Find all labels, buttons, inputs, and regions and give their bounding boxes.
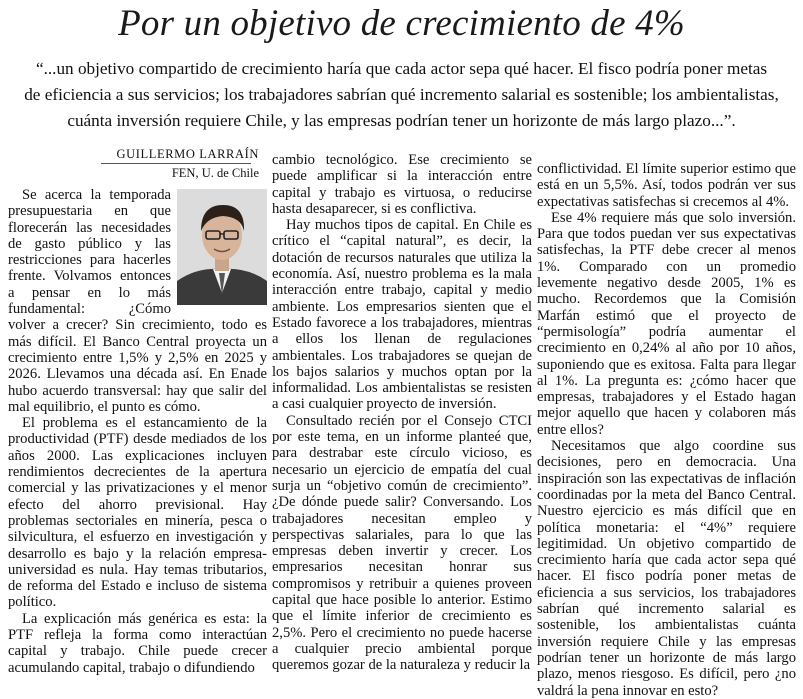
paragraph: conflictividad. El límite superior estimo que está en un 5,5%. Así, todos podrán ver sus expectativas satisfechas si crecemos al 4%.: [537, 161, 796, 210]
headline: Por un objetivo de crecimiento de 4%: [118, 3, 685, 44]
byline: [8, 147, 267, 181]
paragraph: Se acerca la temporada presupuestaria en que florecerán las necesidades de gasto público y las restricciones para hacerles frente. Volvamos entonces a pensar en lo más fundamental: ¿Cómo volver a crecer? Sin crecimiento, todo es más difícil. El Banco Central proyecta un crecimiento entre 1,5% y 2,5% en 2025 y 2026. Llevamos una década así. En Enade hubo acuerdo transversal: hay que salir del mal equilibrio, el punto es cómo.: [8, 187, 267, 415]
paragraph: Necesitamos que algo coordine sus decisiones, pero en democracia. Una inspiración son las expectativas de inflación coordinadas por la meta del Banco Central. Nuestro ejercicio es más difícil que en política monetaria: el “4%” requiere legitimidad. Un objetivo compartido de crecimiento haría que cada actor sepa qué hacer. El fisco podría poner metas de eficiencia a sus servicios, los trabajadores sabrían qué incremento salarial es sostenible, los ambientalistas cuánta inversión requiere Chile y las empresas podrían tener un horizonte de más largo plazo, menos riesgoso. Es difícil, pero ¿no valdrá la pena innovar en esto?: [537, 438, 796, 699]
pull-quote-line: cuánta inversión requiere Chile, y las empresas podrían tener un horizonte de más largo plazo...”.: [67, 111, 736, 130]
article-column-3: [537, 161, 796, 699]
pull-quote-line: “...un objetivo compartido de crecimiento haría que cada actor sepa qué hacer. El fisco podría poner metas: [35, 59, 768, 78]
paragraph: La explicación más genérica es esta: la PTF refleja la forma como interactúan capital y trabajo. Chile puede crecer acumulando capital, trabajo o difundiendo: [8, 610, 267, 676]
author-portrait-icon: [177, 189, 267, 305]
byline-rule: [101, 163, 251, 164]
article-column-2: [272, 152, 532, 674]
pull-quote: [8, 56, 795, 134]
pull-quote-line: de eficiencia a sus servicios; los trabajadores sabrían qué incremento salarial es sostenible; los ambientalistas,: [24, 85, 779, 104]
paragraph: Hay muchos tipos de capital. En Chile es crítico el “capital natural”, es decir, la dotación de recursos naturales que utiliza la economía. Así, nuestro problema es la mala interacción entre trabajo, capital y medio ambiente. Los empresarios sienten que el Estado favorece a los trabajadores, mientras a ellos los llenan de regulaciones ambientales. Los trabajadores se quejan de los bajos salarios y muchos optan por la informalidad. Los ambientalistas se resisten a casi cualquier proyecto de inversión.: [272, 217, 532, 413]
author-affiliation: FEN, U. de Chile: [171, 166, 259, 180]
paragraph: El problema es el estancamiento de la productividad (PTF) desde mediados de los años 2000. Las explicaciones incluyen rendimientos decrecientes de la apertura comercial y las privatizaciones y el menor efecto del ahorro previsional. Hay problemas sectoriales en minería, pesca o silvicultura, el esfuerzo en investigación y desarrollo es bajo y la relación empresa-universidad es nula. Hay temas tributarios, de reforma del Estado e incluso de sistema político.: [8, 415, 267, 611]
paragraph: Consultado recién por el Consejo CTCI por este tema, en un informe planteé que, para destrabar este círculo vicioso, es necesario un ejercicio de empatía del cual surja un “objetivo común de crecimiento”. ¿De dónde puede salir? Conversando. Los trabajadores necesitan empleo y perspectivas salariales, para lo que las empresas deben invertir y crecer. Los empresarios necesitan honrar sus compromisos y retribuir a quienes proveen capital que hace posible lo anterior. Estimo que el límite inferior de crecimiento es 2,5%. Pero el crecimiento no puede hacerse a cualquier precio ambiental porque queremos gozar de la naturaleza y reducir la: [272, 412, 532, 674]
paragraph: cambio tecnológico. Ese crecimiento se puede amplificar si la interacción entre capital y trabajo es virtuosa, o reducirse hasta desaparecer, si es conflictiva.: [272, 152, 532, 217]
author-name: GUILLERMO LARRAÍN: [116, 147, 259, 161]
paragraph: Ese 4% requiere más que solo inversión. Para que todos puedan ver sus expectativas satisfechas, la PTF debe crecer al menos 1%. Comparado con un promedio levemente negativo desde 2005, 1% es mucho. Recordemos que la Comisión Marfán estimó que el proyecto de “permisología” podría aumentar el crecimiento en 0,24% al año por 10 años, suponiendo que es exitosa. Falta para llegar al 1%. La pregunta es: ¿cómo hacer que empresas, trabajadores y el Estado hagan mejor aquello que hacen y colaboren más entre ellos?: [537, 209, 796, 438]
article-column-1: [8, 147, 267, 676]
